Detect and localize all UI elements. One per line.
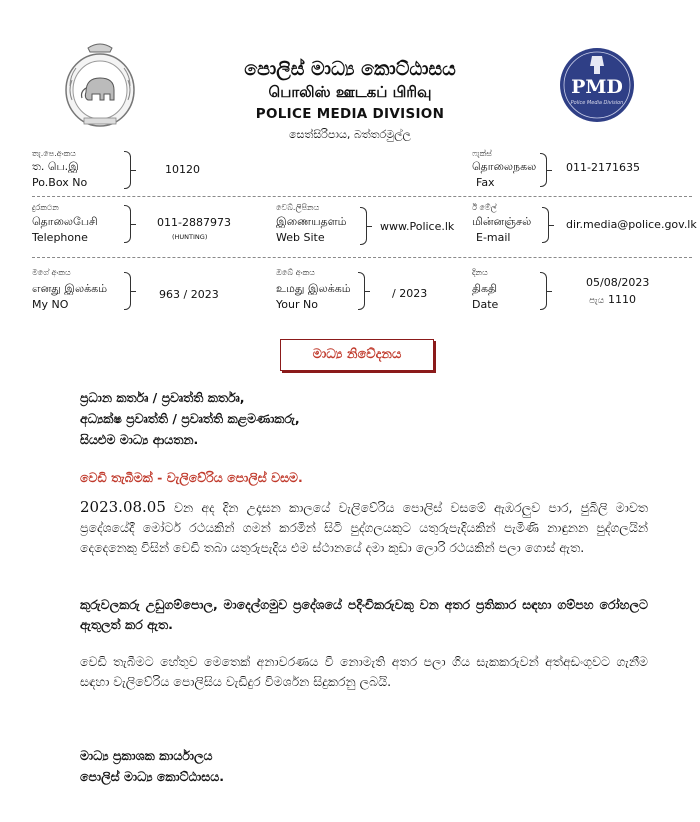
fax-label-si: ෆැක්ස් xyxy=(472,149,492,158)
website-brace xyxy=(360,207,367,245)
website-label-ta: இணையதளம் xyxy=(276,215,347,228)
paragraph-1-text: වන අද දින උදෑසන කාලයේ වැලිවේරිය පොලිස් වසමේ ඇඹරලුව පාර, ජුබිලි මාවත ප්‍රදේශයේදී මෝටර් රථයකින් ගමන් කරමින් සිටි පුද්ගලයකුට යතුරුපැදියකින් පැමිණි නාඳුනන පුද්ගලයින් දෙදෙනෙකු විසින් වෙඩි තබා යතුරුපැදිය එම ස්ථානයේ දමා කුඩා ලොරි රථයකින් පලා ගොස් ඇත. xyxy=(80,500,648,555)
fax-value: 011-2171635 xyxy=(566,161,640,174)
fax-brace xyxy=(540,153,547,187)
pmd-logo-subtext: Police Media Division xyxy=(570,100,624,106)
date-value: 05/08/2023 xyxy=(586,276,650,289)
pobox-value: 10120 xyxy=(165,163,200,176)
email-label-en: E-mail xyxy=(476,231,511,244)
police-crest-logo xyxy=(60,40,140,130)
recipient-line-3: සියළුම මාධ්‍ය ආයතන. xyxy=(80,432,199,447)
media-release-heading: මාධ්‍ය නිවේදනය xyxy=(312,347,402,362)
date-brace xyxy=(540,272,547,310)
email-label-si: ඊ මේල් xyxy=(472,203,497,212)
my-no-label-ta: எனது இலக்கம் xyxy=(32,282,108,295)
paragraph-3: වෙඩි තැබීමට හේතුව මෙතෙක් අනාවරණය වී නොමැති අතර පලා ගිය සැකකරුවන් අත්අඩංගුවට ගැනීම සඳහා වැලිවේරිය පොලිසිය වැඩිදුර විමර්ශන සිදුකරනු ලබයි. xyxy=(80,654,648,689)
telephone-note: (HUNTING) xyxy=(172,233,208,241)
recipient-line-1: ප්‍රධාන කර්තෘ / ප්‍රවෘත්ති කර්තෘ, xyxy=(80,390,245,405)
paragraph-2: කුරුවලකරු උඩුගම්පොල, මාදෙල්ගමුව ප්‍රදේශයේ පදිංචිකරුවකු වන අතර ප්‍රතිකාර සඳහා ගම්පහ රෝහලට ඇතුලත් කර ඇත. xyxy=(80,597,648,632)
telephone-label-si: දුරකථන xyxy=(32,203,59,212)
header-title-tamil: பொலிஸ் ஊடகப் பிரிவு xyxy=(268,83,432,101)
paragraph-1 xyxy=(80,497,648,558)
paragraph-1-date: 2023.08.05 xyxy=(80,498,166,516)
pobox-brace xyxy=(124,151,131,189)
telephone-label-ta: தொலைபேசி xyxy=(32,215,98,228)
header-title-english: POLICE MEDIA DIVISION xyxy=(255,106,445,122)
divider-2 xyxy=(32,257,692,258)
email-brace xyxy=(542,207,549,243)
recipient-line-2: අධ්‍යක්ෂ ප්‍රවෘත්ති / ප්‍රවෘත්ති කළමණාකරු, xyxy=(80,411,300,426)
date-label-en: Date xyxy=(472,298,499,311)
your-no-label-si: ඔබේ අංකය xyxy=(276,268,315,277)
email-label-ta: மின்னஞ்சல் xyxy=(472,215,532,228)
your-no-value: / 2023 xyxy=(392,287,428,300)
my-no-label-en: My NO xyxy=(32,298,69,311)
your-no-brace xyxy=(358,272,365,310)
date-label-ta: திகதி xyxy=(472,282,498,295)
signature-line-2: පොලිස් මාධ්‍ය කොට්ඨාසය. xyxy=(80,769,224,784)
my-no-label-si: මගේ අංකය xyxy=(32,268,71,277)
website-label-en: Web Site xyxy=(276,231,325,244)
fax-label-ta: தொலைநகல xyxy=(472,160,537,173)
website-label-si: වෙබ්.ලිපිනය xyxy=(276,203,320,212)
pmd-logo-text: PMD xyxy=(571,76,623,98)
header-address: සෙත්සිරිපාය, බත්තරමුල්ල xyxy=(289,128,411,141)
your-no-label-en: Your No xyxy=(276,298,318,311)
time-value: 1110 xyxy=(608,293,636,306)
my-no-brace xyxy=(124,272,131,310)
pobox-label-si: තැ.පෙ.අංකය xyxy=(32,149,76,158)
date-label-si: දිනය xyxy=(472,268,488,277)
divider-1 xyxy=(32,196,692,197)
time-label: පැය xyxy=(589,296,605,306)
fax-label-en: Fax xyxy=(476,176,495,189)
website-value[interactable]: www.Police.lk xyxy=(380,220,455,233)
pobox-label-ta: ත. பெ.இ xyxy=(32,160,79,173)
signature-line-1: මාධ්‍ය ප්‍රකාශක කාර්යාලය xyxy=(80,748,213,763)
telephone-label-en: Telephone xyxy=(32,231,88,244)
pobox-label-en: Po.Box No xyxy=(32,176,88,189)
telephone-brace xyxy=(124,205,131,243)
media-release-heading-box xyxy=(280,339,434,371)
email-value[interactable]: dir.media@police.gov.lk xyxy=(566,218,697,231)
telephone-value: 011-2887973 xyxy=(157,216,231,229)
subject-line: වෙඩි තැබීමක් - වැලිවේරිය පොලිස් වසම. xyxy=(80,470,303,485)
pmd-logo xyxy=(558,46,636,124)
my-no-value: 963 / 2023 xyxy=(159,288,219,301)
header-title-sinhala: පොලිස් මාධ්‍ය කොට්ඨාසය xyxy=(244,58,456,80)
your-no-label-ta: உமது இலக்கம் xyxy=(276,282,351,295)
